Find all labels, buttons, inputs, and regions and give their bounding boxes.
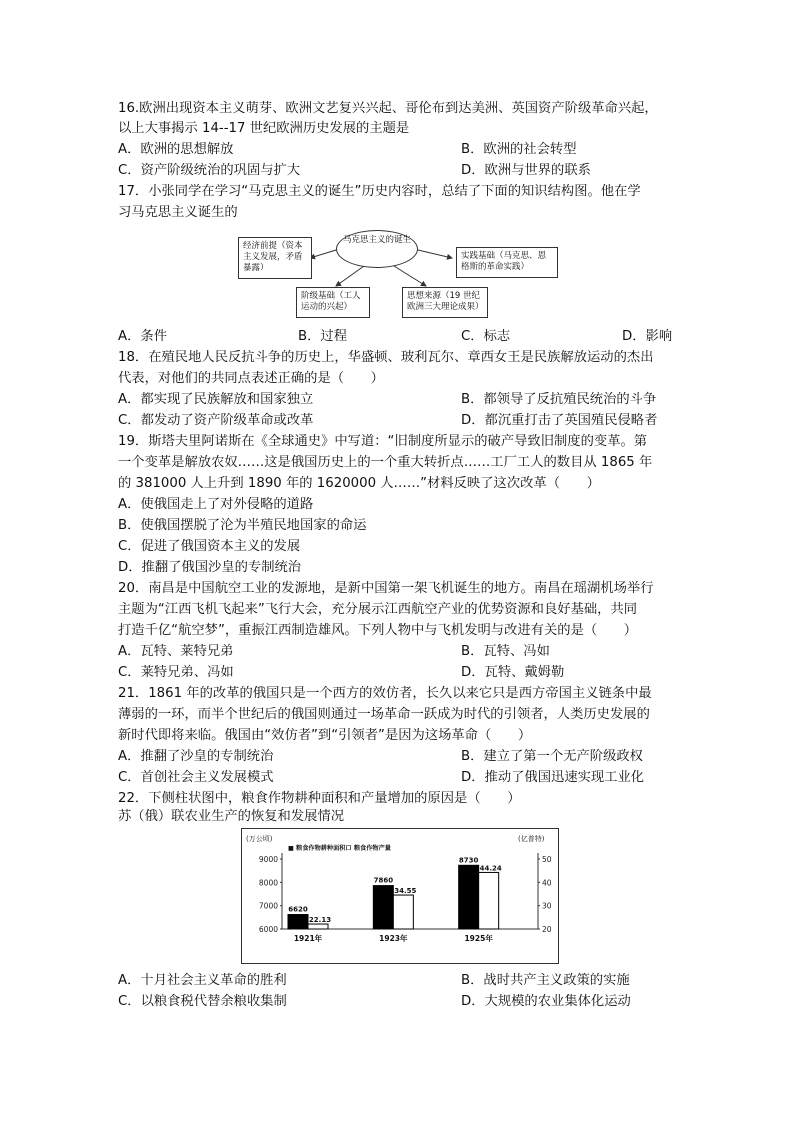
- q16-option-d: D．欧洲与世界的联系: [461, 163, 591, 178]
- q22-option-b: B．战时共产主义政策的实施: [461, 973, 630, 988]
- q19-stem-line2: 一个变革是解放农奴……这是俄国历史上的一个重大转折点……工厂工人的数目从 1865 年: [118, 455, 653, 470]
- q22-option-c: C．以粮食税代替余粮收集制: [118, 994, 287, 1009]
- q21-stem-line2: 薄弱的一环，而半个世纪后的俄国则通过一场革命一跃成为时代的引领者，人类历史发展的: [118, 707, 650, 722]
- diagram-economic-node: 经济前提（资本主义发展，矛盾暴露）: [238, 237, 312, 279]
- right-axis-unit: (亿普特): [518, 835, 545, 843]
- q21-option-b: B．建立了第一个无产阶级政权: [461, 749, 643, 764]
- knowledge-structure-diagram: [236, 228, 562, 320]
- bar-area: [459, 865, 479, 929]
- q17-option-d: D．影响: [622, 329, 673, 344]
- q22-option-d: D．大规模的农业集体化运动: [461, 994, 631, 1009]
- left-tick-label: 9000: [258, 855, 278, 864]
- q16-option-c: C．资产阶级统治的巩固与扩大: [118, 163, 301, 178]
- bar-output: [308, 924, 328, 929]
- q16-option-b: B．欧洲的社会转型: [461, 142, 577, 157]
- left-tick-label: 7000: [258, 901, 278, 911]
- diagram-thought-node: 思想来源（19 世纪欧洲三大理论成果）: [402, 287, 488, 318]
- q22-option-a: A．十月社会主义革命的胜利: [118, 973, 287, 988]
- q17-option-a: A．条件: [118, 329, 167, 344]
- q20-option-b: B．瓦特、冯如: [461, 644, 550, 659]
- right-tick-label: 40: [542, 878, 552, 888]
- q20-stem-line3: 打造千亿“航空梦”，重振江西制造雄风。下列人物中与飞机发明与改进有关的是（ ）: [118, 623, 638, 638]
- q21-stem-line1: 21．1861 年的改革的俄国只是一个西方的效仿者，长久以来它只是西方帝国主义链条中最: [118, 686, 652, 701]
- chart-svg: [242, 829, 558, 963]
- bar-output-value-label: 22.13: [308, 916, 332, 925]
- q22-stem-line2: 苏（俄）联农业生产的恢复和发展情况: [118, 809, 345, 824]
- diagram-class-node: 阶级基础（工人运动的兴起）: [296, 287, 370, 318]
- q19-option-d: D．推翻了俄国沙皇的专制统治: [118, 560, 302, 575]
- q19-stem-line3: 的 381000 人上升到 1890 年的 1620000 人……”材料反映了这次改革（ ）: [118, 476, 600, 491]
- q20-stem-line1: 20．南昌是中国航空工业的发源地，是新中国第一架飞机诞生的地方。南昌在瑶湖机场举行: [118, 581, 654, 596]
- q17-option-b: B．过程: [298, 329, 348, 344]
- bar-output-value-label: 44.24: [479, 864, 502, 873]
- q18-option-c: C．都发动了资产阶级革命或改革: [118, 413, 314, 428]
- q21-option-c: C．首创社会主义发展模式: [118, 770, 274, 785]
- q16-option-a: A．欧洲的思想解放: [118, 142, 234, 157]
- q20-stem-line2: 主题为“江西飞机飞起来”飞行大会，充分展示江西航空产业的优势资源和良好基础，共同: [118, 602, 638, 617]
- bar-output-value-label: 34.55: [394, 887, 417, 896]
- q17-stem-line2: 习马克思主义诞生的: [118, 205, 238, 220]
- bar-area: [373, 886, 393, 929]
- q18-stem-line1: 18．在殖民地人民反抗斗争的历史上，华盛顿、玻利瓦尔、章西女王是民族解放运动的杰出: [118, 350, 654, 365]
- left-axis-unit: (万公顷): [246, 835, 273, 843]
- q16-stem-line1: 16.欧洲出现资本主义萌芽、欧洲文艺复兴兴起、哥伦布到达美洲、英国资产阶级革命兴起，: [118, 101, 658, 116]
- q17-stem-line1: 17．小张同学在学习“马克思主义的诞生”历史内容时，总结了下面的知识结构图。他在学: [118, 184, 641, 199]
- x-category-label: 1921年: [293, 934, 323, 943]
- q19-option-c: C．促进了俄国资本主义的发展: [118, 539, 301, 554]
- right-tick-label: 50: [542, 855, 552, 864]
- q20-option-a: A．瓦特、莱特兄弟: [118, 644, 234, 659]
- diagram-center-node: 马克思主义的诞生: [336, 230, 418, 268]
- bar-area-value-label: 7860: [373, 876, 394, 885]
- q18-stem-line2: 代表，对他们的共同点表述正确的是（ ）: [118, 371, 384, 386]
- q17-option-c: C．标志: [461, 329, 511, 344]
- bar-output: [393, 895, 413, 929]
- bar-area-value-label: 8730: [458, 856, 479, 865]
- q21-option-a: A．推翻了沙皇的专制统治: [118, 749, 274, 764]
- left-tick-label: 8000: [258, 878, 278, 888]
- bar-area: [288, 915, 308, 929]
- q18-option-b: B．都领导了反抗殖民统治的斗争: [461, 392, 657, 407]
- q16-stem-line2: 以上大事揭示 14--17 世纪欧洲历史发展的主题是: [118, 121, 410, 136]
- agriculture-bar-chart: [241, 828, 559, 964]
- right-tick-label: 20: [542, 925, 552, 934]
- q21-stem-line3: 新时代即将来临。俄国由“效仿者”到“引领者”是因为这场革命（ ）: [118, 728, 532, 743]
- q19-stem-line1: 19．斯塔夫里阿诺斯在《全球通史》中写道：“旧制度所显示的破产导致旧制度的变革。第: [118, 434, 648, 449]
- diagram-practice-node: 实践基础（马克思、恩格斯的革命实践）: [456, 247, 558, 278]
- q22-stem-line1: 22．下侧柱状图中，粮食作物耕种面积和产量增加的原因是（ ）: [118, 791, 521, 806]
- x-category-label: 1925年: [464, 934, 493, 943]
- chart-legend: ■ 粮食作物耕种面积口 粮食作物产量: [288, 845, 391, 852]
- bar-area-value-label: 6620: [288, 905, 308, 914]
- q18-option-d: D．都沉重打击了英国殖民侵略者: [461, 413, 658, 428]
- q18-option-a: A．都实现了民族解放和国家独立: [118, 392, 314, 407]
- q21-option-d: D．推动了俄国迅速实现工业化: [461, 770, 645, 785]
- q19-option-a: A．使俄国走上了对外侵略的道路: [118, 497, 314, 512]
- q20-option-c: C．莱特兄弟、冯如: [118, 665, 234, 680]
- bar-output: [479, 872, 499, 929]
- right-tick-label: 30: [542, 901, 552, 911]
- q19-option-b: B．使俄国摆脱了沦为半殖民地国家的命运: [118, 518, 367, 533]
- x-category-label: 1923年: [379, 934, 408, 943]
- q20-option-d: D．瓦特、戴姆勒: [461, 665, 565, 680]
- left-tick-label: 6000: [258, 925, 278, 934]
